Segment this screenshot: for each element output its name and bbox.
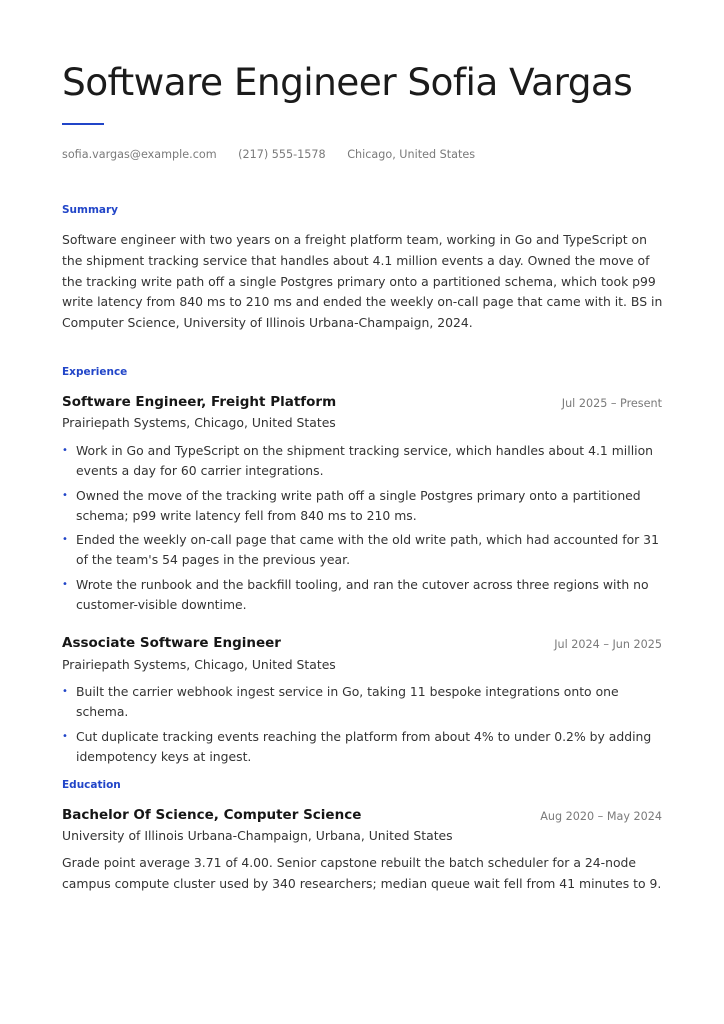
job-dates: Jul 2024 – Jun 2025 xyxy=(554,638,662,651)
job-dates: Jul 2025 – Present xyxy=(561,397,662,410)
education-dates: Aug 2020 – May 2024 xyxy=(540,810,662,823)
degree-title: Bachelor Of Science, Computer Science xyxy=(62,807,362,823)
job-bullet-list xyxy=(62,682,662,771)
contact-line xyxy=(62,147,493,163)
job-bullet: • Work in Go and TypeScript on the shipment tracking service, which handles about 4.1 million events a day for 60 carrier integrations. xyxy=(62,441,662,481)
resume-title: Software Engineer Sofia Vargas xyxy=(62,60,633,104)
job-organization: Prairiepath Systems, Chicago, United States xyxy=(62,657,336,672)
job-bullet: • Cut duplicate tracking events reaching the platform from about 4% to under 0.2% by adding idempotency keys at ingest. xyxy=(62,727,662,767)
summary-heading: Summary xyxy=(62,204,119,216)
summary-text: Software engineer with two years on a freight platform team, working in Go and TypeScript on the shipment tracking service that handles about 4.1 million events a day. Owned the move of the tracking write path off a single Postgres primary onto a partitioned schema, which took p99 write latency from 840 ms to 210 ms and ended the weekly on-call page that came with it. BS in Computer Science, University of Illinois Urbana-Champaign, 2024. xyxy=(62,232,663,331)
school-name: University of Illinois Urbana-Champaign, Urbana, United States xyxy=(62,828,453,843)
job-organization: Prairiepath Systems, Chicago, United States xyxy=(62,415,336,430)
job-bullet: • Built the carrier webhook ingest service in Go, taking 11 bespoke integrations onto one schema. xyxy=(62,682,662,722)
job-title: Software Engineer, Freight Platform xyxy=(62,394,337,410)
experience-heading: Experience xyxy=(62,366,128,378)
contact-email: sofia.vargas@example.com xyxy=(62,148,217,161)
title-accent-rule xyxy=(62,123,104,125)
job-bullet: • Ended the weekly on-call page that came with the old write path, which had accounted for 31 of the team's 54 pages in the previous year. xyxy=(62,530,662,570)
education-details: Grade point average 3.71 of 4.00. Senior capstone rebuilt the batch scheduler for a 24-node campus compute cluster used by 340 researchers; median queue wait fell from 41 minutes to 9. xyxy=(62,855,662,891)
education-heading: Education xyxy=(62,779,121,791)
job-bullet: • Owned the move of the tracking write path off a single Postgres primary onto a partitioned schema; p99 write latency fell from 840 ms to 210 ms. xyxy=(62,486,662,526)
contact-location: Chicago, United States xyxy=(347,148,476,161)
job-bullet: • Wrote the runbook and the backfill tooling, and ran the cutover across three regions with no customer-visible downtime. xyxy=(62,575,662,615)
job-bullet-list xyxy=(62,441,662,619)
contact-phone: (217) 555-1578 xyxy=(238,148,326,161)
job-title: Associate Software Engineer xyxy=(62,635,281,651)
